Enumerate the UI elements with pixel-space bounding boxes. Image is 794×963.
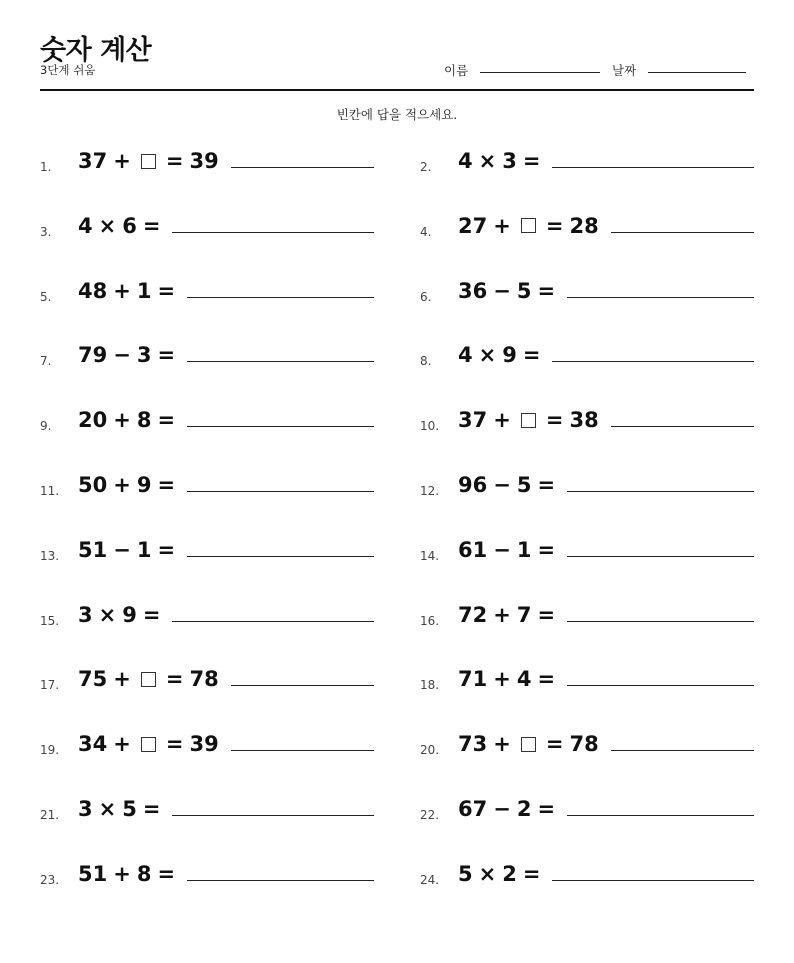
problem-number: 5.: [40, 289, 52, 304]
operand-a: 96: [458, 472, 488, 497]
equals-sign: =: [537, 602, 556, 627]
problem-item: [40, 210, 374, 240]
problem-number: 6.: [420, 289, 432, 304]
operator: +: [493, 602, 511, 627]
operand-a: 3: [78, 796, 93, 821]
equals-sign: =: [142, 796, 161, 821]
problem-number: 10.: [420, 419, 440, 434]
operand-a: 4: [78, 213, 93, 238]
name-label: 이름: [444, 63, 469, 78]
operator: +: [113, 472, 131, 497]
answer-line[interactable]: [187, 297, 374, 298]
problem-number: 21.: [40, 807, 60, 822]
equals-sign: =: [522, 149, 541, 173]
problem-expression: [78, 147, 219, 175]
problem-expression: [458, 860, 540, 888]
problem-item: [420, 534, 754, 564]
problem-expression: [458, 341, 540, 369]
problem-number: 9.: [40, 419, 52, 434]
equals-sign: =: [157, 537, 176, 562]
answer-line[interactable]: [187, 491, 374, 492]
problem-expression: [458, 536, 555, 564]
result-value: 39: [189, 149, 219, 173]
equals-sign: =: [157, 861, 176, 886]
equals-sign: =: [537, 472, 556, 497]
problem-item: [40, 469, 374, 499]
operand-b: 4: [516, 667, 532, 692]
problem-expression: [78, 665, 219, 693]
problem-item: [40, 145, 374, 175]
problem-expression: [78, 601, 160, 629]
operator: −: [493, 278, 511, 303]
operator: −: [493, 472, 511, 497]
answer-line[interactable]: [567, 297, 754, 298]
answer-line[interactable]: [567, 685, 754, 686]
operand-a: 51: [78, 537, 108, 562]
problem-item: [40, 663, 374, 693]
operator: +: [113, 861, 131, 886]
problem-item: [40, 793, 374, 823]
answer-line[interactable]: [567, 621, 754, 622]
problem-expression: [78, 212, 160, 240]
problem-number: 14.: [420, 548, 440, 563]
problem-number: 1.: [40, 160, 52, 174]
problem-item: [420, 469, 754, 499]
answer-line[interactable]: [552, 361, 754, 362]
operator: ×: [478, 861, 497, 886]
operand-b: 8: [136, 861, 152, 886]
operand-a: 4: [458, 149, 473, 173]
problem-expression: [78, 277, 175, 305]
problem-expression: [458, 406, 599, 434]
name-field-line[interactable]: [480, 72, 600, 73]
operand-b: 1: [136, 537, 152, 562]
operand-a: 36: [458, 278, 488, 303]
problem-expression: [458, 147, 540, 175]
worksheet-subtitle: 3단계 쉬움: [40, 63, 96, 77]
operator: +: [493, 667, 511, 692]
operand-b: 9: [122, 602, 137, 627]
problem-number: 13.: [40, 548, 60, 563]
date-label: 날짜: [612, 63, 637, 78]
problem-expression: [78, 860, 175, 888]
date-field-line[interactable]: [648, 72, 746, 73]
operand-a: 5: [458, 861, 473, 886]
equals-sign: =: [165, 667, 184, 692]
answer-line[interactable]: [567, 556, 754, 557]
problem-item: [420, 404, 754, 434]
operand-a: 20: [78, 408, 108, 433]
problem-item: [40, 339, 374, 369]
operator: +: [113, 667, 131, 692]
problem-expression: [458, 212, 599, 240]
problem-expression: [458, 601, 555, 629]
operator: +: [493, 732, 511, 757]
equals-sign: =: [537, 796, 556, 821]
answer-line[interactable]: [552, 167, 754, 168]
header-divider: [40, 89, 754, 91]
equals-sign: =: [522, 861, 541, 886]
problem-item: [420, 145, 754, 175]
equals-sign: =: [165, 149, 184, 173]
answer-line[interactable]: [552, 880, 754, 881]
operand-a: 79: [78, 343, 108, 368]
operand-b: 8: [136, 408, 152, 433]
worksheet-title: 숫자 계산: [40, 35, 152, 66]
problem-number: 4.: [420, 224, 432, 239]
blank-box[interactable]: [141, 672, 156, 687]
problem-item: [420, 858, 754, 888]
operand-b: 5: [122, 796, 137, 821]
result-value: 78: [569, 732, 599, 757]
problem-item: [420, 728, 754, 758]
problem-expression: [78, 730, 219, 758]
operand-a: 50: [78, 472, 108, 497]
operator: +: [113, 278, 131, 303]
operand-a: 3: [78, 602, 93, 627]
result-value: 39: [189, 732, 219, 757]
operand-a: 73: [458, 732, 488, 757]
result-value: 38: [569, 408, 599, 433]
problem-number: 22.: [420, 807, 440, 822]
problem-expression: [458, 730, 599, 758]
problem-expression: [458, 665, 555, 693]
problem-number: 20.: [420, 743, 440, 758]
problem-item: [40, 858, 374, 888]
operand-a: 51: [78, 861, 108, 886]
answer-line[interactable]: [567, 491, 754, 492]
problem-number: 7.: [40, 354, 52, 369]
equals-sign: =: [157, 343, 176, 368]
problem-item: [40, 599, 374, 629]
problem-expression: [458, 277, 555, 305]
problem-expression: [78, 406, 175, 434]
problem-number: 16.: [420, 613, 440, 628]
problem-number: 15.: [40, 613, 60, 628]
answer-line[interactable]: [231, 167, 374, 168]
equals-sign: =: [537, 537, 556, 562]
operand-b: 9: [136, 472, 152, 497]
problem-expression: [78, 471, 175, 499]
operator: −: [493, 796, 511, 821]
operand-b: 6: [122, 213, 137, 238]
operand-b: 9: [502, 343, 517, 368]
problem-expression: [78, 536, 175, 564]
problem-item: [40, 534, 374, 564]
problem-number: 12.: [420, 483, 440, 498]
problem-item: [420, 275, 754, 305]
answer-line[interactable]: [187, 556, 374, 557]
equals-sign: =: [545, 732, 564, 757]
operator: −: [493, 537, 511, 562]
equals-sign: =: [545, 213, 564, 238]
blank-box[interactable]: [141, 737, 156, 752]
answer-line[interactable]: [611, 426, 754, 427]
operand-b: 2: [516, 796, 532, 821]
problem-expression: [78, 795, 160, 823]
problem-expression: [78, 341, 175, 369]
equals-sign: =: [537, 278, 556, 303]
problem-item: [40, 275, 374, 305]
operand-a: 27: [458, 213, 488, 238]
operand-a: 37: [78, 149, 108, 173]
equals-sign: =: [157, 278, 176, 303]
equals-sign: =: [157, 472, 176, 497]
equals-sign: =: [157, 408, 176, 433]
equals-sign: =: [142, 602, 161, 627]
answer-line[interactable]: [567, 815, 754, 816]
operand-a: 4: [458, 343, 473, 368]
problem-expression: [458, 795, 555, 823]
operator: ×: [478, 343, 497, 368]
operand-b: 3: [136, 343, 152, 368]
answer-line[interactable]: [231, 750, 374, 751]
blank-box[interactable]: [521, 218, 536, 233]
blank-box[interactable]: [141, 154, 156, 169]
operator: +: [113, 408, 131, 433]
problem-number: 17.: [40, 678, 60, 693]
operator: +: [493, 408, 511, 433]
problem-item: [420, 793, 754, 823]
operator: +: [493, 213, 511, 238]
problem-number: 24.: [420, 872, 440, 887]
answer-line[interactable]: [172, 815, 374, 816]
problem-number: 18.: [420, 678, 440, 693]
answer-line[interactable]: [611, 232, 754, 233]
problem-number: 8.: [420, 354, 432, 369]
answer-line[interactable]: [187, 426, 374, 427]
answer-line[interactable]: [172, 232, 374, 233]
operand-a: 34: [78, 732, 108, 757]
operator: −: [113, 343, 131, 368]
equals-sign: =: [545, 408, 564, 433]
equals-sign: =: [537, 667, 556, 692]
blank-box[interactable]: [521, 413, 536, 428]
operator: ×: [478, 149, 497, 173]
operator: +: [113, 149, 131, 173]
operand-a: 37: [458, 408, 488, 433]
operand-a: 61: [458, 537, 488, 562]
answer-line[interactable]: [172, 621, 374, 622]
problem-number: 11.: [40, 483, 60, 498]
result-value: 78: [189, 667, 219, 692]
operand-a: 48: [78, 278, 108, 303]
equals-sign: =: [165, 732, 184, 757]
result-value: 28: [569, 213, 599, 238]
operand-b: 2: [502, 861, 517, 886]
problem-item: [420, 210, 754, 240]
answer-line[interactable]: [611, 750, 754, 751]
operator: ×: [98, 796, 117, 821]
problem-item: [420, 663, 754, 693]
equals-sign: =: [522, 343, 541, 368]
operator: ×: [98, 213, 117, 238]
operand-b: 7: [516, 602, 532, 627]
operand-b: 1: [136, 278, 152, 303]
answer-line[interactable]: [187, 880, 374, 881]
operand-a: 75: [78, 667, 108, 692]
instruction-text: 빈칸에 답을 적으세요.: [336, 107, 458, 122]
answer-line[interactable]: [231, 685, 374, 686]
operand-a: 71: [458, 667, 488, 692]
operand-a: 67: [458, 796, 488, 821]
operand-a: 72: [458, 602, 488, 627]
operator: +: [113, 732, 131, 757]
problem-grid: [40, 145, 754, 923]
problem-number: 2.: [420, 160, 432, 174]
problem-item: [40, 404, 374, 434]
operator: ×: [98, 602, 117, 627]
operand-b: 5: [516, 472, 532, 497]
operand-b: 1: [516, 537, 532, 562]
problem-number: 3.: [40, 224, 52, 239]
blank-box[interactable]: [521, 737, 536, 752]
problem-item: [420, 599, 754, 629]
operand-b: 5: [516, 278, 532, 303]
operand-b: 3: [502, 149, 517, 173]
equals-sign: =: [142, 213, 161, 238]
operator: −: [113, 537, 131, 562]
problem-expression: [458, 471, 555, 499]
problem-number: 23.: [40, 872, 60, 887]
problem-item: [40, 728, 374, 758]
answer-line[interactable]: [187, 361, 374, 362]
problem-item: [420, 339, 754, 369]
problem-number: 19.: [40, 743, 60, 758]
